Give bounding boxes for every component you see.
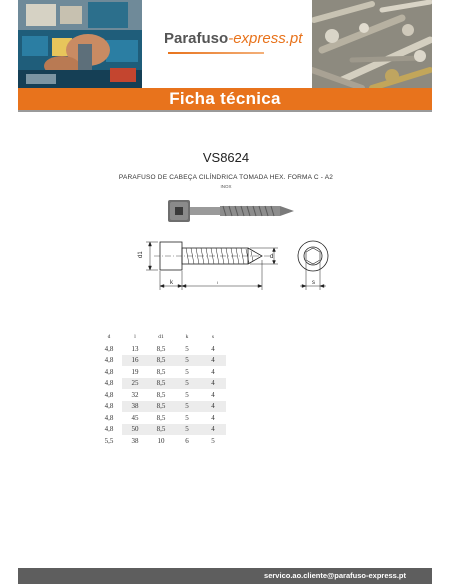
label-l: l [217,280,218,285]
label-k: k [170,280,173,286]
cell-k: 5 [174,355,200,367]
cell-l: 38 [131,436,139,445]
cell-d1: 8,5 [156,413,166,422]
col-k: k [185,333,189,340]
cell-d: 4,8 [96,401,122,413]
screws-photo [312,0,432,88]
cell-l: 50 [122,424,148,436]
banner-title: Ficha técnica [169,89,281,108]
title-banner [18,88,432,110]
cell-l: 16 [122,355,148,367]
screw-photo [168,200,294,222]
table-row [96,343,226,355]
cell-s: 4 [211,390,215,399]
cell-k: 5 [174,401,200,413]
cell-s: 4 [211,344,215,353]
cell-k: 5 [185,390,189,399]
table-row [96,389,226,401]
dimensions-table [96,330,226,447]
cell-d1: 10 [157,436,165,445]
col-l: l [134,333,136,340]
cell-l: 45 [131,413,139,422]
footer-bar [18,568,432,584]
cell-l: 32 [131,390,139,399]
cell-k: 5 [185,344,189,353]
cell-d: 4,8 [104,390,114,399]
product-material: INOX [220,184,232,189]
col-d: d [107,333,111,340]
cell-k: 5 [185,367,189,376]
cell-d: 4,8 [96,355,122,367]
cell-k: 5 [174,424,200,436]
label-d: d [270,254,274,260]
cell-d: 4,8 [96,424,122,436]
label-d1: d1 [138,251,144,258]
cell-d: 4,8 [96,378,122,390]
cell-k: 5 [174,378,200,390]
cell-d: 4,8 [104,344,114,353]
screw-end-view [298,241,328,271]
customer-service-email[interactable]: servico.ao.cliente@parafuso-express.pt [264,571,406,580]
cell-l: 19 [131,367,139,376]
cell-s: 4 [200,424,226,436]
cell-d1: 8,5 [156,344,166,353]
cell-d1: 8,5 [148,424,174,436]
table-row [96,366,226,378]
brand-underline [168,52,264,54]
table-row [96,412,226,424]
cell-l: 13 [131,344,139,353]
cell-s: 4 [200,401,226,413]
cell-d: 4,8 [104,413,114,422]
cell-d1: 8,5 [148,355,174,367]
table-row [96,355,226,367]
brand-logo: Parafuso-express.pt [164,30,303,47]
cell-d1: 8,5 [148,378,174,390]
product-description: PARAFUSO DE CABEÇA CILÍNDRICA TOMADA HEX. FORMA C - A2 [118,174,334,181]
cell-s: 4 [200,378,226,390]
cell-s: 4 [211,413,215,422]
dim-k-l [160,260,262,290]
technical-drawing [0,192,452,302]
table-row [96,401,226,413]
cell-l: 38 [122,401,148,413]
col-d1: d1 [158,333,164,340]
cell-k: 6 [185,436,189,445]
cell-d: 5,5 [104,436,114,445]
product-code: VS8624 [202,150,250,165]
banner-divider [18,110,432,112]
cell-s: 5 [211,436,215,445]
label-s: s [312,280,315,286]
workshop-photo [18,0,142,88]
table-header-row [96,330,226,343]
table-row [96,378,226,390]
cell-d: 4,8 [104,367,114,376]
cell-d1: 8,5 [156,367,166,376]
cell-s: 4 [211,367,215,376]
cell-d1: 8,5 [148,401,174,413]
cell-d1: 8,5 [156,390,166,399]
header [18,0,432,88]
cell-k: 5 [185,413,189,422]
cell-s: 4 [200,355,226,367]
col-s: s [211,333,215,340]
table-row [96,424,226,436]
cell-l: 25 [122,378,148,390]
table-row [96,435,226,447]
